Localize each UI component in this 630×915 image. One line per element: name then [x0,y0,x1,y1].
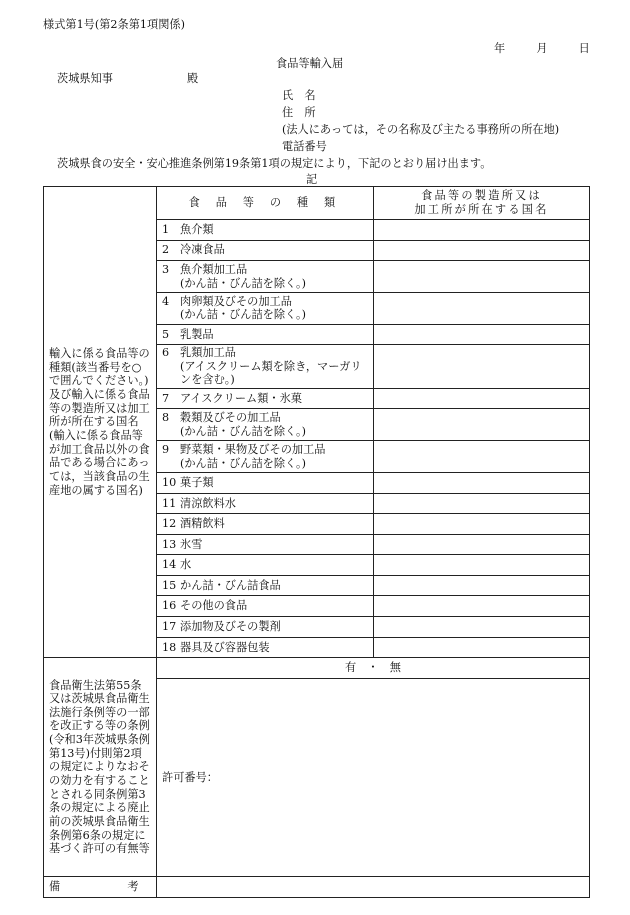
statement: 茨城県食の安全・安心推進条例第19条第1項の規定により，下記のとおり届け出ます。 [57,157,492,170]
remarks-label: 備 考 [44,877,157,898]
food-item-name: 清涼飲料水 [180,496,236,510]
permit-row [44,658,590,679]
corporate-note: (法人にあっては，その名称及び主たる事務所の所在地) [282,123,560,136]
country-input-cell[interactable] [374,388,590,409]
country-input-cell[interactable] [374,617,590,638]
food-item-cell[interactable] [157,345,374,388]
food-item-number: 5 [162,327,170,341]
country-input-cell[interactable] [374,555,590,576]
food-type-label: 輸入に係る食品等の種類(該当番号を○で囲んでください。)及び輸入に係る食品等の製造所又は加工所が所在する国名(輸入に係る食品等が加工食品以外の食品である場合にあっては，当該食品の生産地の属する国名) [44,187,157,658]
food-item-name: 魚介類 [180,222,214,236]
food-item-line [162,328,368,342]
date-line [494,42,590,55]
food-item-line [162,443,368,457]
country-input-cell[interactable] [374,219,590,240]
country-input-cell[interactable] [374,493,590,514]
food-item-number: 16 [162,599,177,613]
food-item-line [162,620,368,634]
food-item-line [162,263,368,277]
food-item-cell[interactable] [157,596,374,617]
food-item-name: 添加物及びその製剤 [180,620,281,633]
food-item-cell[interactable] [157,534,374,555]
permit-yes-no[interactable]: 有 ・ 無 [157,658,590,679]
food-item-name: 水 [180,558,192,572]
food-item-name: 冷凍食品 [180,243,225,257]
permit-number-cell[interactable] [157,678,590,877]
form-number: 様式第1号(第2条第1項関係) [43,18,185,31]
country-input-cell[interactable] [374,240,590,261]
country-input-cell[interactable] [374,324,590,345]
food-item-number: 17 [162,620,177,633]
food-item-cell[interactable] [157,292,374,324]
food-item-number: 12 [162,517,177,531]
food-item-name: その他の食品 [180,599,248,613]
food-item-cell[interactable] [157,240,374,261]
country-input-cell[interactable] [374,473,590,494]
date-year: 年 [494,42,506,55]
food-item-line [162,599,368,613]
food-item-name: 菓子類 [180,475,214,489]
food-item-number: 10 [162,475,177,489]
food-item-line [162,411,368,425]
food-item-name: 乳製品 [180,327,214,341]
country-input-cell[interactable] [374,514,590,535]
food-item-number: 8 [162,411,170,424]
food-item-name: 器具及び容器包装 [180,640,270,654]
food-item-name: 野菜類・果物及びその加工品 [180,442,326,456]
food-item-number: 4 [162,294,170,308]
country-input-cell[interactable] [374,575,590,596]
food-item-name: 穀類及びその加工品 [180,411,281,424]
food-item-cell[interactable] [157,575,374,596]
food-item-line [162,392,368,406]
form-title: 食品等輸入届 [276,57,344,70]
country-input-cell[interactable] [374,345,590,388]
country-input-cell[interactable] [374,596,590,617]
food-item-cell[interactable] [157,388,374,409]
food-item-note: (かん詰・びん詰を除く。) [180,276,306,290]
addressee: 茨城県知事 [57,72,113,85]
import-table [43,186,590,898]
food-item-cell[interactable] [157,409,374,441]
food-item-name: 乳類加工品 [180,346,236,360]
food-item-cell[interactable] [157,555,374,576]
food-item-line [162,223,368,237]
country-input-cell[interactable] [374,637,590,658]
food-item-line [162,295,368,309]
food-item-cell[interactable] [157,617,374,638]
food-item-line [162,641,368,655]
date-day: 日 [578,42,590,55]
country-input-cell[interactable] [374,409,590,441]
remarks-cell[interactable] [157,877,590,898]
food-item-number: 2 [162,243,170,257]
food-item-line [162,476,368,490]
permit-label: 食品衛生法第55条又は茨城県食品衛生法施行条例等の一部を改正する等の条例(令和3年茨城県条例第13号)付則第2項の規定によりなおその効力を有することとされる同条例第3条の規定による廃止前の茨城県食品衛生条例第6条の規定に基づく許可の有無等 [44,658,157,877]
food-item-number: 7 [162,391,170,405]
food-item-line [162,517,368,531]
food-item-number: 3 [162,262,170,276]
food-item-line [162,243,368,257]
food-item-line [162,346,368,360]
food-item-number: 18 [162,640,177,654]
addressee-suffix: 殿 [187,72,199,85]
address-label: 住 所 [282,106,316,119]
food-item-cell[interactable] [157,324,374,345]
food-item-line [162,579,368,593]
food-item-number: 6 [162,346,170,360]
food-item-number: 11 [162,496,177,510]
name-label: 氏 名 [282,89,316,102]
country-header-line-1: 食品等の製造所又は [421,189,542,203]
food-item-cell[interactable] [157,493,374,514]
food-item-note: (かん詰・びん詰を除く。) [180,308,306,322]
food-item-number: 1 [162,222,170,236]
food-item-cell[interactable] [157,637,374,658]
header-row [44,187,590,220]
food-item-name: 酒精飲料 [180,517,225,531]
food-item-number: 15 [162,578,177,592]
food-item-line [162,558,368,572]
food-item-number: 9 [162,442,170,456]
country-header-line-2: 加工所が所在する国名 [414,202,549,216]
food-item-name: 魚介類加工品 [180,262,248,276]
ki-label: 記 [306,173,318,186]
food-item-line [162,497,368,511]
food-item-name: アイスクリーム類・氷菓 [180,391,302,405]
food-item-name: 肉卵類及びその加工品 [180,294,292,308]
country-input-cell[interactable] [374,441,590,473]
remarks-row [44,877,590,898]
food-item-number: 13 [162,537,177,551]
food-item-note: (アイスクリーム類を除き，マーガリンを含む。) [180,359,362,387]
phone-label: 電話番号 [282,140,327,153]
food-item-cell[interactable] [157,219,374,240]
food-item-cell[interactable] [157,514,374,535]
food-item-name: かん詰・びん詰食品 [180,578,281,592]
food-item-number: 14 [162,558,177,572]
type-header: 食 品 等 の 種 類 [157,187,374,220]
food-item-cell[interactable] [157,473,374,494]
food-item-note: (かん詰・びん詰を除く。) [180,456,306,470]
food-item-note: (かん詰・びん詰を除く。) [180,424,306,438]
country-input-cell[interactable] [374,261,590,293]
food-item-cell[interactable] [157,261,374,293]
food-item-name: 氷雪 [180,537,203,551]
country-input-cell[interactable] [374,534,590,555]
date-month: 月 [536,42,548,55]
food-item-line [162,538,368,552]
country-input-cell[interactable] [374,292,590,324]
food-item-cell[interactable] [157,441,374,473]
permit-number-label: 許可番号： [162,770,218,784]
country-header [374,187,590,220]
